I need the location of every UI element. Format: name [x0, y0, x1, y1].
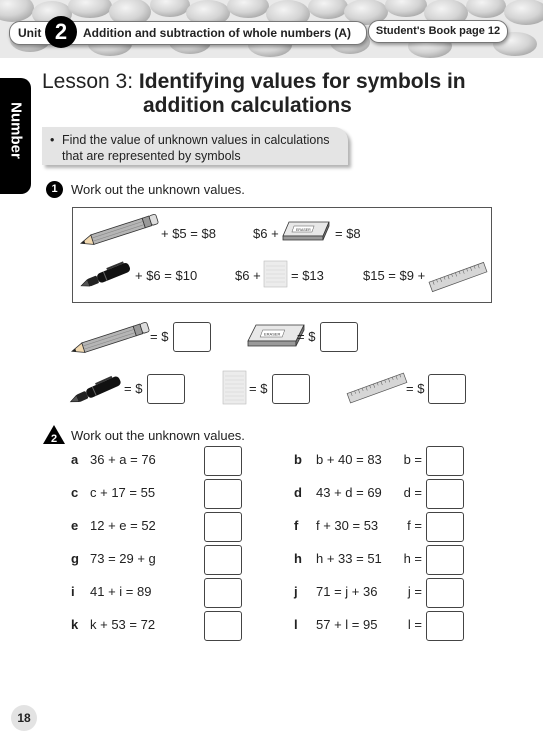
- ruler-answer-icon: [345, 368, 409, 408]
- item-equation-b: b + 40 = 83: [316, 452, 382, 467]
- lesson-prefix: Lesson 3:: [42, 70, 139, 93]
- pencil-equation: + $5 = $8: [161, 226, 216, 241]
- ruler-equation-prefix: $15 = $9 +: [363, 268, 426, 283]
- eraser-answer-label: = $: [297, 329, 316, 344]
- side-tab-label: Number: [7, 102, 25, 159]
- item-letter-a: a: [71, 452, 79, 467]
- item-equation-f: f + 30 = 53: [316, 518, 379, 533]
- note-equation-suffix: = $13: [291, 268, 324, 283]
- question-2-number: 2: [50, 433, 58, 445]
- item-answer-label-f: f =: [407, 518, 422, 533]
- item-equation-a: 36 + a = 76: [90, 452, 156, 467]
- item-letter-e: e: [71, 518, 79, 533]
- fountain-pen-answer-icon: [68, 372, 126, 408]
- note-answer-label: = $: [249, 381, 268, 396]
- pencil-icon: [79, 216, 159, 246]
- item-letter-f: f: [294, 518, 299, 533]
- section-side-tab: [0, 78, 31, 194]
- item-letter-d: d: [294, 485, 302, 500]
- pen-answer-box[interactable]: [147, 374, 185, 404]
- note-equation-prefix: $6 +: [235, 268, 261, 283]
- ruler-answer-box[interactable]: [428, 374, 466, 404]
- item-equation-g: 73 = 29 + g: [90, 551, 156, 566]
- item-answer-box-d[interactable]: [426, 479, 464, 509]
- note-answer-box[interactable]: [272, 374, 310, 404]
- item-letter-j: j: [294, 584, 298, 599]
- ruler-answer-label: = $: [406, 381, 425, 396]
- item-answer-box-a[interactable]: [204, 446, 242, 476]
- item-letter-i: i: [71, 584, 75, 599]
- item-answer-box-f[interactable]: [426, 512, 464, 542]
- item-answer-box-h[interactable]: [426, 545, 464, 575]
- learning-objective-box: [42, 127, 348, 165]
- unit-label: Unit: [18, 26, 42, 40]
- item-answer-label-b: b =: [403, 452, 422, 467]
- item-letter-b: b: [294, 452, 302, 467]
- eraser-equation-suffix: = $8: [335, 226, 361, 241]
- ruler-icon: [427, 260, 489, 294]
- item-answer-label-d: d =: [403, 485, 422, 500]
- eraser-equation-prefix: $6 +: [253, 226, 279, 241]
- item-answer-label-j: j =: [407, 584, 422, 599]
- item-letter-c: c: [71, 485, 79, 500]
- question-1-equations-box: [72, 207, 492, 303]
- lesson-title-line2: addition calculations: [143, 94, 352, 117]
- eraser-answer-brand-text: ERASER: [264, 331, 281, 337]
- question-2-triangle-icon: [43, 425, 65, 445]
- pen-equation: + $6 = $10: [135, 268, 198, 283]
- eraser-icon: [283, 218, 331, 242]
- question-1-instruction: Work out the unknown values.: [71, 182, 245, 197]
- item-answer-label-h: h =: [403, 551, 422, 566]
- item-answer-box-j[interactable]: [426, 578, 464, 608]
- notepad-icon: [264, 261, 288, 287]
- eraser-answer-box[interactable]: [320, 322, 358, 352]
- item-equation-l: 57 + l = 95: [316, 617, 378, 632]
- pen-answer-label: = $: [124, 381, 143, 396]
- item-letter-h: h: [294, 551, 302, 566]
- pencil-answer-label: = $: [150, 329, 169, 344]
- notepad-answer-icon: [223, 371, 247, 405]
- page-number: 18: [11, 705, 37, 731]
- question-1-number-icon: 1: [46, 181, 63, 198]
- item-answer-box-b[interactable]: [426, 446, 464, 476]
- item-equation-e: 12 + e = 52: [90, 518, 156, 533]
- unit-number-badge: 2: [45, 16, 77, 48]
- item-letter-l: l: [294, 617, 298, 632]
- item-answer-label-l: l =: [407, 617, 422, 632]
- item-answer-box-g[interactable]: [204, 545, 242, 575]
- item-letter-k: k: [71, 617, 79, 632]
- pencil-answer-icon: [70, 322, 150, 356]
- unit-title: Addition and subtraction of whole numbers (A): [83, 26, 351, 40]
- item-answer-box-l[interactable]: [426, 611, 464, 641]
- lesson-title-line1: Identifying values for symbols in: [138, 70, 466, 93]
- lesson-title: [42, 70, 466, 117]
- item-equation-k: k + 53 = 72: [90, 617, 156, 632]
- item-answer-box-e[interactable]: [204, 512, 242, 542]
- fountain-pen-icon: [79, 260, 137, 290]
- eraser-brand-text: ERASER: [296, 228, 311, 232]
- question-2-instruction: Work out the unknown values.: [71, 428, 245, 443]
- item-equation-c: c + 17 = 55: [90, 485, 156, 500]
- students-book-reference: Student's Book page 12: [368, 20, 508, 43]
- item-answer-box-k[interactable]: [204, 611, 242, 641]
- item-letter-g: g: [71, 551, 79, 566]
- item-equation-i: 41 + i = 89: [90, 584, 152, 599]
- item-equation-d: 43 + d = 69: [316, 485, 382, 500]
- item-answer-box-c[interactable]: [204, 479, 242, 509]
- objective-bullet: •: [50, 133, 55, 147]
- pencil-answer-box[interactable]: [173, 322, 211, 352]
- objective-text: Find the value of unknown values in calculations that are represented by symbols: [62, 133, 330, 163]
- item-answer-box-i[interactable]: [204, 578, 242, 608]
- item-equation-j: 71 = j + 36: [316, 584, 378, 599]
- item-equation-h: h + 33 = 51: [316, 551, 382, 566]
- unit-header-bar: [9, 21, 367, 45]
